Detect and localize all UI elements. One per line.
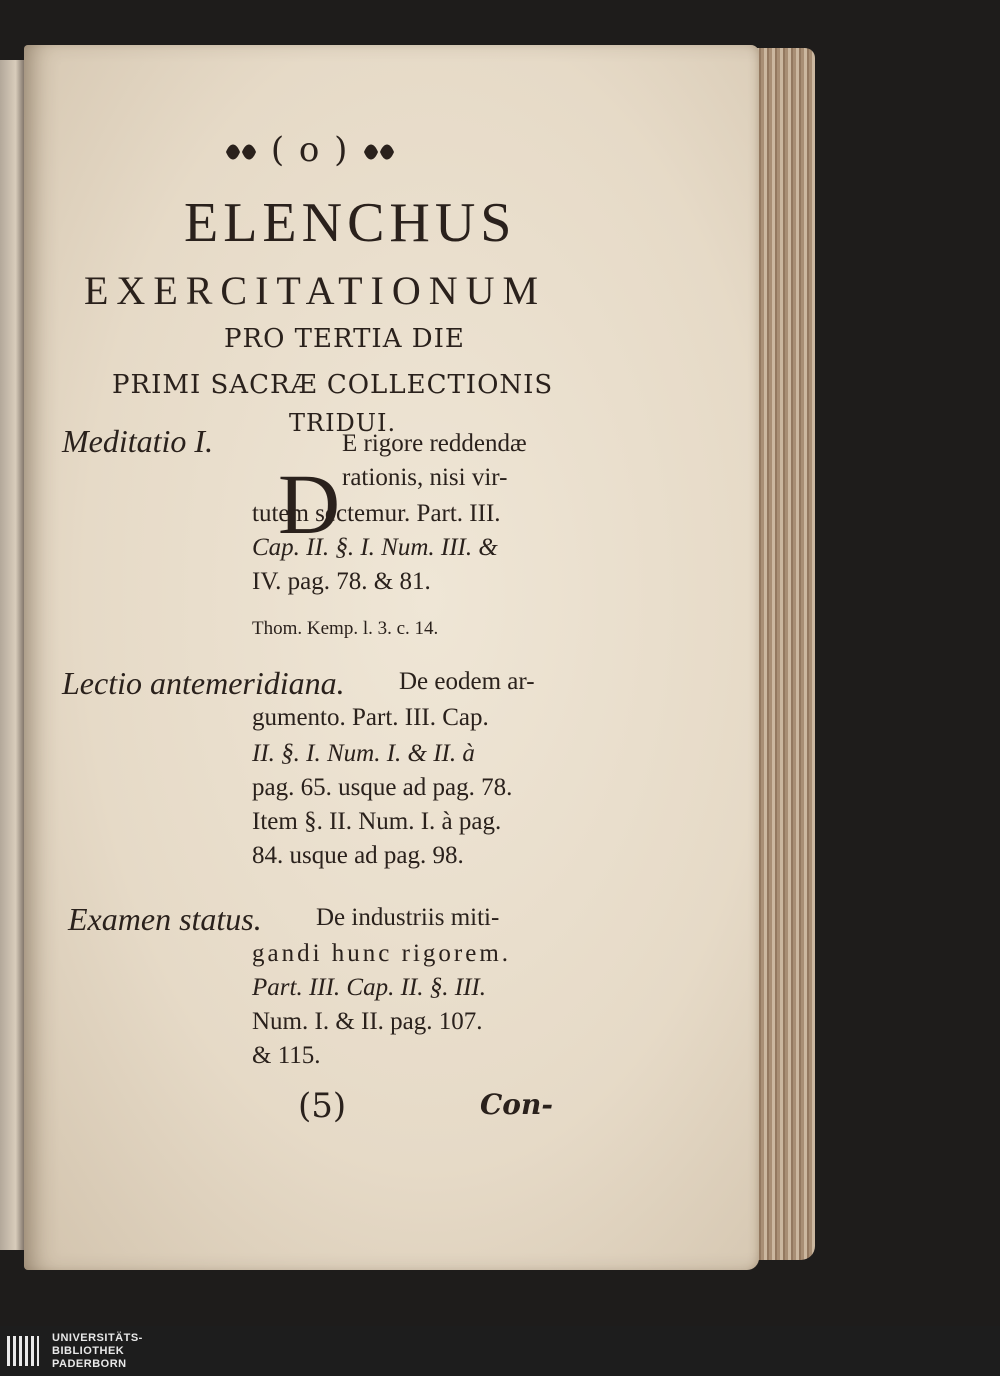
catchword: Con-: [480, 1088, 553, 1121]
section-line: Part. III. Cap. II. §. III.: [252, 974, 486, 1001]
section-line: E rigore reddendæ: [342, 430, 527, 457]
facing-page-edge: [0, 60, 26, 1250]
section-label-examen: Examen status.: [68, 901, 262, 937]
section-line: IV. pag. 78. & 81.: [252, 568, 431, 595]
section-label-meditatio: Meditatio I.: [62, 423, 214, 459]
section-line: Cap. II. §. I. Num. III. &: [252, 534, 498, 561]
library-line: PADERBORN: [52, 1358, 127, 1370]
section-line: rationis, nisi vir-: [342, 464, 508, 491]
section-line: 84. usque ad pag. 98.: [252, 842, 464, 869]
title-line-4: PRIMI SACRÆ COLLECTIONIS: [112, 370, 554, 400]
library-logo-icon: [6, 1334, 40, 1368]
section-line: II. §. I. Num. I. & II. à: [252, 740, 475, 767]
section-line: & 115.: [252, 1042, 321, 1069]
section-line: De industriis miti-: [316, 904, 500, 931]
left-ornament-icon: [224, 141, 258, 163]
page-number: ( o ): [270, 130, 350, 170]
right-ornament-icon: [362, 141, 396, 163]
section-line: gumento. Part. III. Cap.: [252, 704, 489, 731]
title-main: ELENCHUS: [184, 192, 517, 254]
title-subtitle: EXERCITATIONUM: [84, 268, 547, 313]
section-line: Num. I. & II. pag. 107.: [252, 1008, 483, 1035]
library-line: UNIVERSITÄTS-: [52, 1332, 143, 1344]
section-line: Item §. II. Num. I. à pag.: [252, 808, 502, 835]
section-line: De eodem ar-: [399, 668, 535, 695]
signature-mark: (5): [298, 1086, 347, 1126]
title-line-5: TRIDUI.: [289, 409, 397, 437]
reference-line: Thom. Kemp. l. 3. c. 14.: [252, 618, 439, 639]
library-line: BIBLIOTHEK: [52, 1345, 125, 1357]
section-line: gandi hunc rigorem.: [252, 940, 512, 967]
section-line: tutem sectemur. Part. III.: [252, 500, 501, 527]
drop-cap: D: [278, 456, 341, 552]
title-line-3: PRO TERTIA DIE: [224, 324, 465, 354]
footer-bar: [0, 1326, 1000, 1376]
section-line: pag. 65. usque ad pag. 78.: [252, 774, 513, 801]
library-name: [52, 1332, 143, 1371]
running-head: [224, 130, 396, 170]
book-page: [24, 45, 759, 1270]
section-label-lectio: Lectio antemeridiana.: [62, 665, 345, 701]
